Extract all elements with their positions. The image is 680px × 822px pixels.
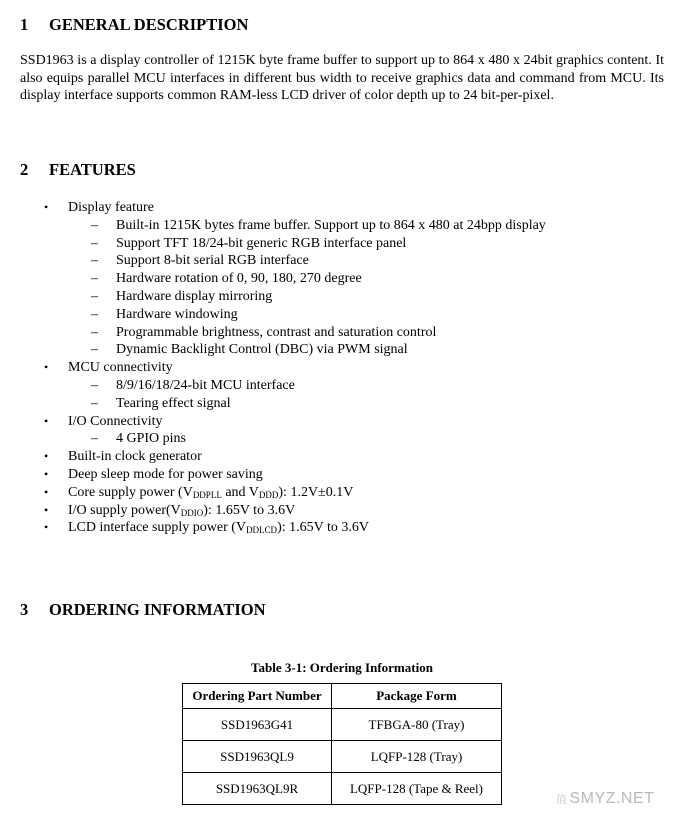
table-row [183,773,502,805]
section-heading-general-description [20,15,248,35]
dash-icon: – [91,342,98,358]
column-header-part-number: Ordering Part Number [183,684,332,709]
table-row [183,709,502,741]
section-title: ORDERING INFORMATION [49,600,266,619]
features-list [0,199,680,537]
section-number: 3 [20,600,29,619]
section-title: GENERAL DESCRIPTION [49,15,249,34]
section-number: 1 [20,15,29,34]
bullet-icon: • [44,520,49,535]
part-number-cell: SSD1963QL9 [183,741,332,773]
bullet-icon: • [44,466,49,481]
section-heading-features [20,160,136,180]
list-item [0,519,680,537]
dash-icon: – [91,377,98,393]
list-item: – Programmable brightness, contrast and saturation control [91,324,437,340]
package-form-cell: LQFP-128 (Tray) [332,741,502,773]
lcd-supply-text: LCD interface supply power $(V_{DDLCD})$: 1.65V to 3.6V [68,520,369,536]
table-header-row [183,684,502,709]
bullet-icon: • [44,200,49,214]
list-item: – 8/9/16/18/24-bit MCU interface [91,377,295,393]
bullet-icon: • [44,360,49,375]
table-row [183,741,502,773]
core-supply-text: Core supply power ($V_{DDPLL}$ and $V_{DDD}$): 1.2V±0.1V [68,484,354,500]
site-watermark: 值 SMYZ.NET [556,790,655,807]
list-item: • Built-in clock generator [44,449,202,465]
dash-icon: – [91,253,98,269]
list-item [0,484,680,502]
bullet-icon: • [44,449,49,464]
list-item: – 4 GPIO pins [91,431,187,447]
package-form-cell: LQFP-128 (Tape & Reel) [332,773,502,805]
list-item [0,502,680,520]
dash-icon: – [91,395,98,411]
section-number: 2 [20,160,29,179]
dash-icon: – [91,324,98,340]
dash-icon: – [91,288,98,304]
list-item: – Tearing effect signal [91,395,231,411]
column-header-package-form: Package Form [332,684,502,709]
dash-icon: – [91,271,98,287]
list-item: – Hardware windowing [91,306,238,322]
list-item: – Hardware rotation of 0, 90, 180, 270 degree [91,271,362,287]
ordering-table [182,683,502,805]
list-item: – Hardware display mirroring [91,288,273,304]
table-caption: Table 3-1: Ordering Information [251,660,433,675]
bullet-icon: • [44,484,49,499]
list-item: – Dynamic Backlight Control (DBC) via PWM signal [91,342,408,358]
part-number-cell: SSD1963G41 [183,709,332,741]
list-item: – Support TFT 18/24-bit generic RGB interface panel [91,235,407,251]
section-title: FEATURES [49,160,136,179]
bullet-icon: • [44,502,49,517]
list-item: • Display feature [44,200,154,215]
bullet-icon: • [44,413,49,428]
section-heading-ordering-information [20,600,266,620]
list-item: – Built-in 1215K bytes frame buffer. Support up to 864 x 480 at 24bpp display [91,217,546,233]
dash-icon: – [91,306,98,322]
io-supply-text: I/O supply $power(V_{DDIO})$: 1.65V to 3.6V [68,502,296,518]
package-form-cell: TFBGA-80 (Tray) [332,709,502,741]
part-number-cell: SSD1963QL9R [183,773,332,805]
dash-icon: – [91,217,98,233]
dash-icon: – [91,235,98,251]
list-item: • I/O Connectivity [44,413,163,429]
dash-icon: – [91,431,98,447]
list-item: • MCU connectivity [44,360,173,376]
list-item: – Support 8-bit serial RGB interface [91,253,309,269]
list-item: • Deep sleep mode for power saving [44,466,263,482]
general-description-paragraph: SSD1963 is a display controller of 1215K byte frame buffer to support up to 864 x 480 x 24bit graphics content. It also equips parallel MCU interfaces in different bus width to receive graphics data and command from MCU. Its display interface supports common RAM-less LCD driver of color depth up to 24 bit-per-pixel. [20,53,664,104]
